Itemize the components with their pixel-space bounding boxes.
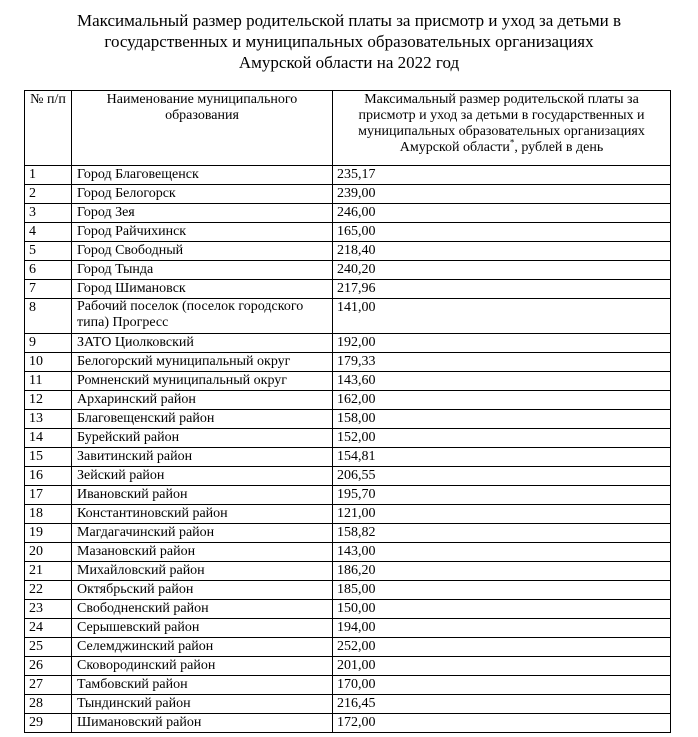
row-number: 19: [25, 524, 72, 543]
row-municipality: Город Белогорск: [72, 185, 333, 204]
table-row: [25, 676, 671, 695]
row-fee: 143,60: [333, 372, 671, 391]
table-row: [25, 242, 671, 261]
title-line-2: государственных и муниципальных образовательных организациях: [104, 32, 594, 51]
row-fee: 201,00: [333, 657, 671, 676]
row-fee: 141,00: [333, 299, 671, 334]
row-fee: 143,00: [333, 543, 671, 562]
row-municipality: Тамбовский район: [72, 676, 333, 695]
row-number: 10: [25, 353, 72, 372]
row-municipality: Город Шимановск: [72, 280, 333, 299]
row-fee: 152,00: [333, 429, 671, 448]
row-number: 7: [25, 280, 72, 299]
table-row: [25, 600, 671, 619]
document-title: [0, 10, 698, 73]
header-municipality: Наименование муниципального образования: [72, 91, 333, 166]
table-row: [25, 619, 671, 638]
row-fee: 235,17: [333, 166, 671, 185]
row-number: 20: [25, 543, 72, 562]
table-row: [25, 448, 671, 467]
table-row: [25, 166, 671, 185]
table-row: [25, 334, 671, 353]
row-number: 27: [25, 676, 72, 695]
row-municipality: Шимановский район: [72, 714, 333, 733]
row-number: 24: [25, 619, 72, 638]
row-municipality: Магдагачинский район: [72, 524, 333, 543]
row-municipality: Город Зея: [72, 204, 333, 223]
row-fee: 186,20: [333, 562, 671, 581]
row-number: 5: [25, 242, 72, 261]
fee-table-body: [25, 166, 671, 733]
fee-table: [24, 90, 671, 733]
row-fee: 154,81: [333, 448, 671, 467]
row-fee: 158,00: [333, 410, 671, 429]
row-municipality: Завитинский район: [72, 448, 333, 467]
row-municipality: Мазановский район: [72, 543, 333, 562]
row-fee: 194,00: [333, 619, 671, 638]
row-number: 12: [25, 391, 72, 410]
row-fee: 240,20: [333, 261, 671, 280]
row-municipality: Селемджинский район: [72, 638, 333, 657]
row-number: 28: [25, 695, 72, 714]
row-fee: 121,00: [333, 505, 671, 524]
row-fee: 158,82: [333, 524, 671, 543]
row-municipality: Октябрьский район: [72, 581, 333, 600]
table-row: [25, 299, 671, 334]
row-fee: 150,00: [333, 600, 671, 619]
row-fee: 252,00: [333, 638, 671, 657]
row-number: 25: [25, 638, 72, 657]
row-fee: 192,00: [333, 334, 671, 353]
table-row: [25, 410, 671, 429]
row-number: 13: [25, 410, 72, 429]
row-municipality: Бурейский район: [72, 429, 333, 448]
row-municipality: Константиновский район: [72, 505, 333, 524]
row-municipality: Город Благовещенск: [72, 166, 333, 185]
row-fee: 170,00: [333, 676, 671, 695]
row-fee: 165,00: [333, 223, 671, 242]
row-municipality: Благовещенский район: [72, 410, 333, 429]
header-max-fee-unit: , рублей в день: [514, 140, 604, 155]
fee-table-header: [25, 91, 671, 166]
title-line-1: Максимальный размер родительской платы за присмотр и уход за детьми в: [77, 11, 621, 30]
row-number: 15: [25, 448, 72, 467]
row-number: 9: [25, 334, 72, 353]
row-municipality: Город Тында: [72, 261, 333, 280]
table-row: [25, 543, 671, 562]
table-row: [25, 353, 671, 372]
table-row: [25, 486, 671, 505]
row-number: 6: [25, 261, 72, 280]
row-fee: 217,96: [333, 280, 671, 299]
footnote-mark: *: [509, 137, 515, 148]
row-number: 26: [25, 657, 72, 676]
row-fee: 185,00: [333, 581, 671, 600]
row-number: 8: [25, 299, 72, 334]
table-row: [25, 657, 671, 676]
row-number: 29: [25, 714, 72, 733]
table-row: [25, 467, 671, 486]
row-number: 22: [25, 581, 72, 600]
table-row: [25, 505, 671, 524]
table-row: [25, 562, 671, 581]
row-fee: 172,00: [333, 714, 671, 733]
row-fee: 246,00: [333, 204, 671, 223]
table-row: [25, 204, 671, 223]
row-number: 4: [25, 223, 72, 242]
row-number: 21: [25, 562, 72, 581]
row-number: 23: [25, 600, 72, 619]
row-number: 16: [25, 467, 72, 486]
row-fee: 179,33: [333, 353, 671, 372]
header-max-fee-text: Максимальный размер родительской платы за присмотр и уход за детьми в государственных и муниципальных образовательных организациях Амурской области: [358, 92, 645, 155]
row-municipality: Ивановский район: [72, 486, 333, 505]
row-municipality: Зейский район: [72, 467, 333, 486]
row-municipality: Архаринский район: [72, 391, 333, 410]
row-municipality: Ромненский муниципальный округ: [72, 372, 333, 391]
row-number: 11: [25, 372, 72, 391]
table-row: [25, 638, 671, 657]
table-row: [25, 261, 671, 280]
row-fee: 206,55: [333, 467, 671, 486]
table-row: [25, 581, 671, 600]
table-row: [25, 714, 671, 733]
table-row: [25, 524, 671, 543]
header-max-fee: [333, 91, 671, 166]
row-number: 2: [25, 185, 72, 204]
row-fee: 239,00: [333, 185, 671, 204]
table-row: [25, 695, 671, 714]
row-municipality: Город Райчихинск: [72, 223, 333, 242]
row-number: 14: [25, 429, 72, 448]
table-row: [25, 429, 671, 448]
row-municipality: Михайловский район: [72, 562, 333, 581]
header-number: № п/п: [25, 91, 72, 166]
row-fee: 218,40: [333, 242, 671, 261]
row-municipality: Город Свободный: [72, 242, 333, 261]
table-row: [25, 391, 671, 410]
row-municipality: Рабочий поселок (поселок городского типа) Прогресс: [72, 299, 333, 334]
title-line-3: Амурской области на 2022 год: [238, 53, 460, 72]
row-number: 3: [25, 204, 72, 223]
row-municipality: ЗАТО Циолковский: [72, 334, 333, 353]
row-fee: 195,70: [333, 486, 671, 505]
row-fee: 162,00: [333, 391, 671, 410]
row-municipality: Сковородинский район: [72, 657, 333, 676]
row-number: 18: [25, 505, 72, 524]
row-municipality: Свободненский район: [72, 600, 333, 619]
row-municipality: Тындинский район: [72, 695, 333, 714]
row-fee: 216,45: [333, 695, 671, 714]
row-municipality: Серышевский район: [72, 619, 333, 638]
table-row: [25, 372, 671, 391]
header-row: [25, 91, 671, 166]
row-municipality: Белогорский муниципальный округ: [72, 353, 333, 372]
table-row: [25, 280, 671, 299]
row-number: 1: [25, 166, 72, 185]
row-number: 17: [25, 486, 72, 505]
table-row: [25, 185, 671, 204]
table-row: [25, 223, 671, 242]
